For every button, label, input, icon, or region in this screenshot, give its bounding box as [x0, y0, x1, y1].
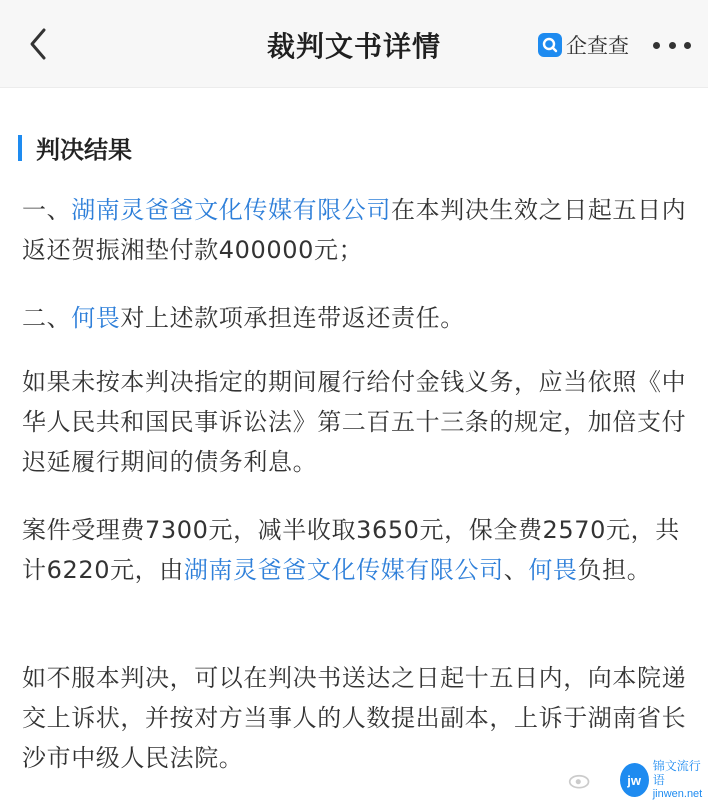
- weibo-icon: [568, 769, 594, 791]
- person-link[interactable]: 何畏: [528, 556, 578, 584]
- section-heading: [18, 130, 132, 165]
- page-title: 裁判文书详情: [266, 30, 441, 63]
- watermark-domain: jinwen.net: [652, 788, 703, 800]
- section-title: 判决结果: [36, 136, 132, 164]
- more-dots-icon: [653, 42, 660, 49]
- more-button[interactable]: [653, 38, 691, 52]
- judgment-item-1: [22, 190, 690, 270]
- company-link[interactable]: 湖南灵爸爸文化传媒有限公司: [183, 556, 504, 584]
- qichacha-logo-icon: [538, 33, 562, 57]
- person-link[interactable]: 何畏: [71, 304, 121, 332]
- company-link[interactable]: 湖南灵爸爸文化传媒有限公司: [71, 196, 392, 224]
- heading-accent-bar: [18, 135, 22, 161]
- paragraph-text: 如果未按本判决指定的期间履行给付金钱义务，应当依照《中华人民共和国民事诉讼法》第二百五十三条的规定，加倍支付迟延履行期间的债务利息。: [22, 368, 687, 476]
- item-prefix: 二、: [22, 304, 72, 332]
- judgment-paragraph-fees: [22, 510, 690, 590]
- paragraph-text: 如不服本判决，可以在判决书送达之日起十五日内，向本院递交上诉状，并按对方当事人的人数提出副本，上诉于湖南省长沙市中级人民法院。: [22, 664, 687, 772]
- jinwen-logo-icon: jw: [620, 763, 649, 797]
- watermark: [568, 760, 708, 800]
- watermark-text: [653, 759, 704, 800]
- paragraph-text: 负担。: [577, 556, 652, 584]
- brand-label: 企查查: [566, 34, 629, 58]
- judgment-paragraph-interest: [22, 362, 690, 482]
- judgment-item-2: [22, 298, 690, 338]
- watermark-name: 锦文流行语: [652, 759, 701, 787]
- item-prefix: 一、: [22, 196, 72, 224]
- brand-link[interactable]: [538, 30, 629, 60]
- paragraph-text: 案件受理费7300元，减半收取3650元，保全费2570元，共计6220元，由: [22, 516, 680, 584]
- more-dots-icon: [669, 42, 676, 49]
- item-text: 在本判决生效之日起五日内返还贺振湘垫付款400000元；: [22, 196, 687, 264]
- top-nav-bar: [0, 0, 708, 88]
- item-text: 对上述款项承担连带返还责任。: [120, 304, 465, 332]
- separator: 、: [503, 556, 529, 584]
- more-dots-icon: [684, 42, 691, 49]
